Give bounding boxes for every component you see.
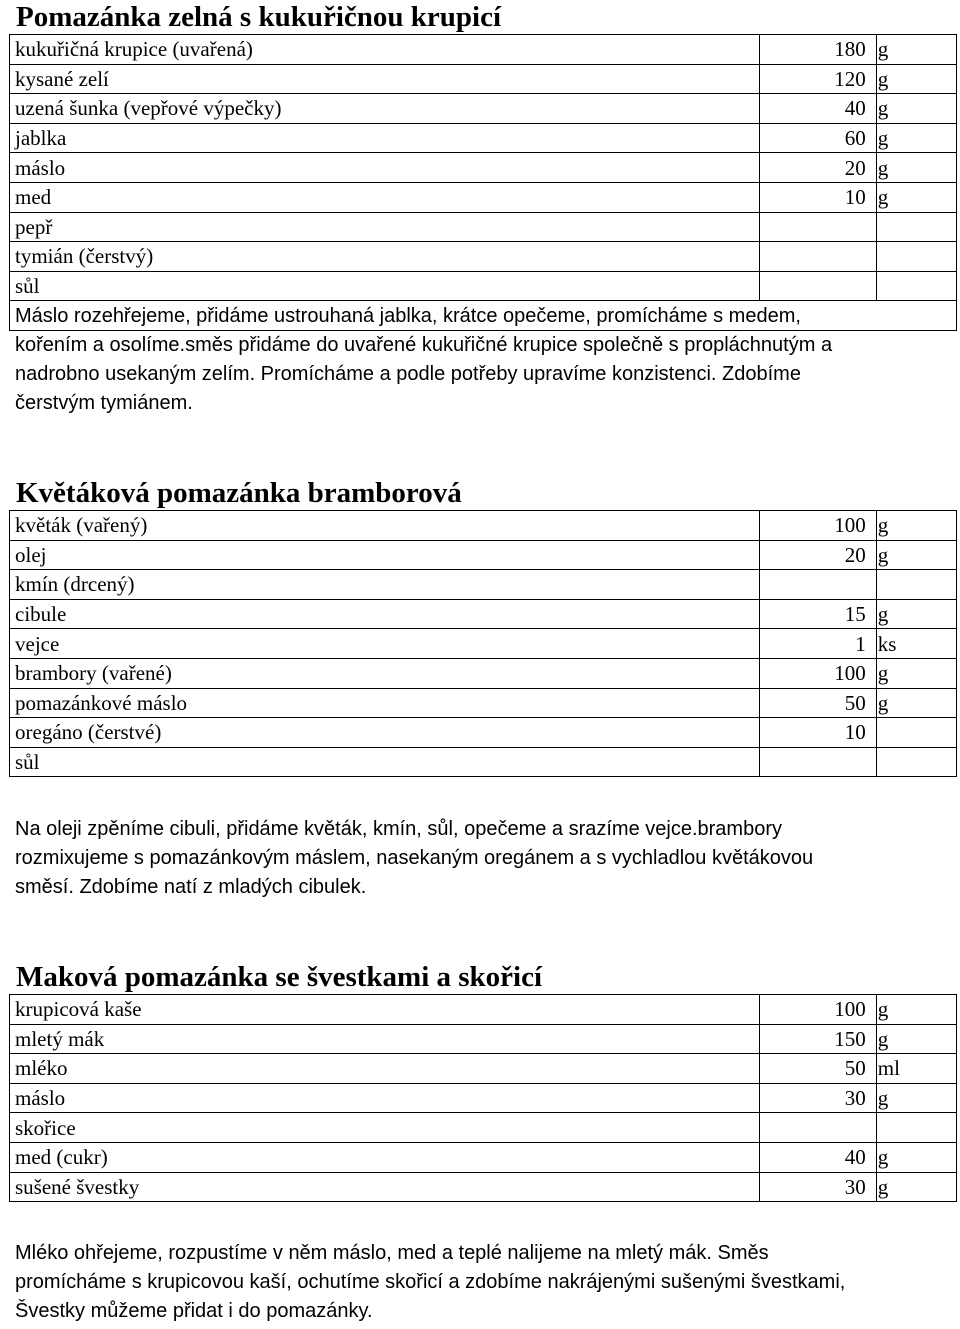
ingredient-unit: g (876, 511, 956, 541)
ingredient-name: olej (10, 540, 760, 570)
ingredient-name: sušené švestky (10, 1172, 760, 1202)
ingredient-name: jablka (10, 123, 760, 153)
ingredient-qty: 50 (760, 1054, 876, 1084)
ingredient-row (10, 1113, 957, 1143)
ingredient-name: mléko (10, 1054, 760, 1084)
ingredient-row (10, 182, 957, 212)
ingredient-name: sůl (10, 271, 760, 301)
ingredient-unit: g (876, 35, 956, 65)
ingredient-qty: 30 (760, 1083, 876, 1113)
ingredient-name: brambory (vařené) (10, 658, 760, 688)
ingredient-name: pepř (10, 212, 760, 242)
ingredient-qty (760, 271, 876, 301)
ingredient-row (10, 1172, 957, 1202)
recipe-instructions (9, 1239, 957, 1326)
ingredient-name: kmín (drcený) (10, 570, 760, 600)
ingredient-row (10, 1054, 957, 1084)
ingredient-name: tymián (čerstvý) (10, 242, 760, 272)
ingredient-unit: ml (876, 1054, 956, 1084)
instruction-line: rozmixujeme s pomazánkovým máslem, nasekaným oregánem a s vychladlou květákovou (15, 847, 814, 870)
ingredient-qty: 100 (760, 658, 876, 688)
ingredient-row (10, 1024, 957, 1054)
ingredient-unit: g (876, 123, 956, 153)
ingredient-qty: 20 (760, 153, 876, 183)
ingredient-row (10, 540, 957, 570)
ingredient-unit: g (876, 1024, 956, 1054)
recipe-title: Květáková pomazánka bramborová (16, 477, 462, 509)
ingredient-row (10, 123, 957, 153)
recipe-zelna (9, 0, 957, 418)
ingredient-name: skořice (10, 1113, 760, 1143)
ingredient-name: oregáno (čerstvé) (10, 718, 760, 748)
ingredient-row (10, 242, 957, 272)
ingredient-qty: 40 (760, 1142, 876, 1172)
ingredient-row (10, 153, 957, 183)
instruction-line: Mléko ohřejeme, rozpustíme v něm máslo, med a teplé nalijeme na mletý mák. Směs (15, 1242, 769, 1265)
ingredient-qty: 100 (760, 995, 876, 1025)
ingredient-row (10, 995, 957, 1025)
ingredient-row (10, 599, 957, 629)
ingredient-unit (876, 271, 956, 301)
ingredient-name: vejce (10, 629, 760, 659)
ingredient-row (10, 747, 957, 777)
ingredient-unit (876, 242, 956, 272)
ingredient-row (10, 688, 957, 718)
ingredient-name: cibule (10, 599, 760, 629)
instruction-line: Na oleji zpěníme cibuli, přidáme květák, kmín, sůl, opečeme a srazíme vejce.brambory (15, 818, 782, 841)
ingredient-unit (876, 212, 956, 242)
ingredients-table (9, 994, 957, 1202)
ingredient-row (10, 658, 957, 688)
ingredient-qty: 150 (760, 1024, 876, 1054)
recipe-instructions (9, 331, 957, 418)
instruction-line: směsí. Zdobíme natí z mladých cibulek. (15, 876, 367, 899)
recipe-kvetakova (9, 476, 957, 902)
ingredient-name: máslo (10, 153, 760, 183)
ingredients-table (9, 510, 957, 777)
ingredient-unit: g (876, 1142, 956, 1172)
ingredient-name: uzená šunka (vepřové výpečky) (10, 94, 760, 124)
ingredient-qty: 50 (760, 688, 876, 718)
ingredient-name: kukuřičná krupice (uvařená) (10, 35, 760, 65)
ingredient-qty: 30 (760, 1172, 876, 1202)
ingredient-qty (760, 212, 876, 242)
ingredient-name: med (cukr) (10, 1142, 760, 1172)
instruction-line: promícháme s krupicovou kaší, ochutíme skořicí a zdobíme nakrájenými sušenými švestkami, (15, 1271, 846, 1294)
ingredient-name: květák (vařený) (10, 511, 760, 541)
instruction-row (10, 301, 957, 331)
ingredient-name: máslo (10, 1083, 760, 1113)
ingredient-unit: ks (876, 629, 956, 659)
ingredient-unit: g (876, 182, 956, 212)
ingredient-row (10, 718, 957, 748)
ingredient-row (10, 94, 957, 124)
ingredient-unit: g (876, 688, 956, 718)
recipe-title: Pomazánka zelná s kukuřičnou krupicí (16, 1, 502, 33)
ingredient-row (10, 64, 957, 94)
ingredient-row (10, 1142, 957, 1172)
ingredient-qty: 120 (760, 64, 876, 94)
ingredient-qty: 10 (760, 182, 876, 212)
ingredient-qty (760, 1113, 876, 1143)
ingredient-qty (760, 242, 876, 272)
ingredient-unit: g (876, 94, 956, 124)
ingredient-name: krupicová kaše (10, 995, 760, 1025)
ingredient-unit: g (876, 1083, 956, 1113)
ingredient-name: mletý mák (10, 1024, 760, 1054)
ingredient-unit (876, 1113, 956, 1143)
ingredient-name: kysané zelí (10, 64, 760, 94)
ingredient-unit (876, 747, 956, 777)
ingredient-unit: g (876, 1172, 956, 1202)
ingredient-row (10, 271, 957, 301)
instruction-line: Máslo rozehřejeme, přidáme ustrouhaná jablka, krátce opečeme, promícháme s medem, (10, 301, 957, 331)
recipe-title: Maková pomazánka se švestkami a skořicí (16, 961, 543, 993)
instruction-line: čerstvým tymiánem. (15, 391, 193, 414)
instruction-line: nadrobno usekaným zelím. Promícháme a podle potřeby upravíme konzistenci. Zdobíme (15, 362, 801, 385)
ingredient-qty: 10 (760, 718, 876, 748)
ingredient-name: sůl (10, 747, 760, 777)
ingredient-qty: 40 (760, 94, 876, 124)
ingredient-qty: 1 (760, 629, 876, 659)
ingredient-row (10, 629, 957, 659)
ingredient-qty: 60 (760, 123, 876, 153)
ingredient-row (10, 511, 957, 541)
ingredient-qty (760, 570, 876, 600)
ingredient-row (10, 1083, 957, 1113)
recipe-makova (9, 960, 957, 1326)
ingredient-unit: g (876, 540, 956, 570)
ingredients-table (9, 34, 957, 331)
ingredient-unit: g (876, 658, 956, 688)
ingredient-name: pomazánkové máslo (10, 688, 760, 718)
ingredient-unit: g (876, 64, 956, 94)
ingredient-qty: 100 (760, 511, 876, 541)
ingredient-row (10, 35, 957, 65)
ingredient-unit (876, 570, 956, 600)
ingredient-unit (876, 718, 956, 748)
ingredient-row (10, 570, 957, 600)
ingredient-unit: g (876, 153, 956, 183)
ingredient-qty (760, 747, 876, 777)
ingredient-qty: 15 (760, 599, 876, 629)
recipe-instructions (9, 815, 957, 902)
ingredient-name: med (10, 182, 760, 212)
instruction-line: Švestky můžeme přidat i do pomazánky. (15, 1300, 373, 1323)
ingredient-unit: g (876, 599, 956, 629)
ingredient-row (10, 212, 957, 242)
ingredient-qty: 180 (760, 35, 876, 65)
ingredient-qty: 20 (760, 540, 876, 570)
ingredient-unit: g (876, 995, 956, 1025)
instruction-line: kořením a osolíme.směs přidáme do uvařené kukuřičné krupice společně s propláchnutým a (15, 333, 833, 356)
